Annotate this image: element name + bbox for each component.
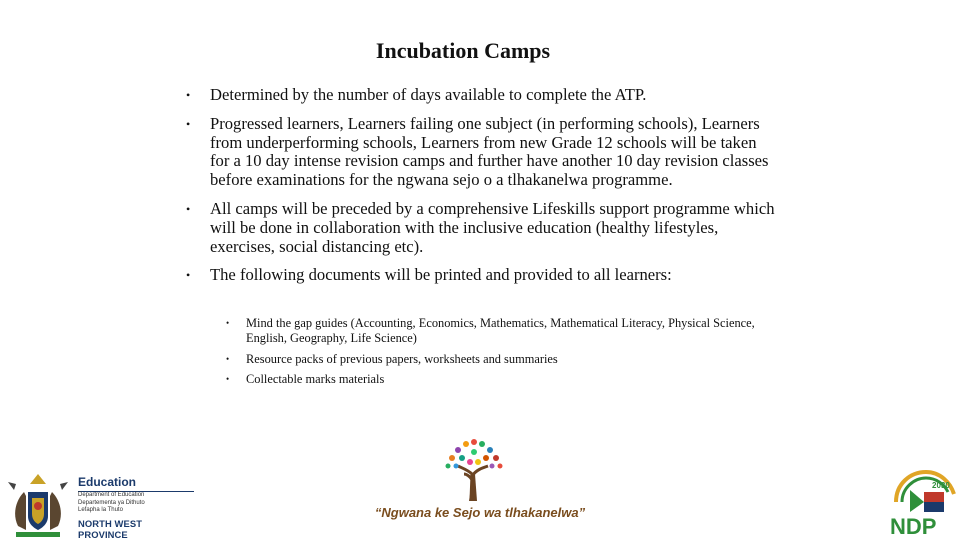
bullet-text: Determined by the number of days available to complete the ATP. <box>210 85 647 104</box>
coat-of-arms-icon <box>6 470 70 540</box>
bullet-list <box>186 86 776 295</box>
sub-bullet-text: Mind the gap guides (Accounting, Economics, Mathematics, Mathematical Literacy, Physical Science, English, Geography, Life Science) <box>246 316 755 345</box>
slogan: “Ngwana ke Sejo wa tlhakanelwa” <box>374 505 586 520</box>
bullet-text: Progressed learners, Learners failing one subject (in performing schools), Learners from underperforming schools, Learners from new Grade 12 schools will be taken for a 10 day intense revision camps and further have another 10 day revision classes before examinations for the ngwana sejo o a tlhakanelwa programme. <box>210 113 769 190</box>
department-province: NORTH WEST PROVINCE <box>78 517 143 540</box>
ndp-logo-icon <box>888 462 960 538</box>
sub-bullet-text: Collectable marks materials <box>246 372 385 387</box>
bullet-dot-icon: • <box>186 201 191 216</box>
department-logo <box>0 426 200 540</box>
bullet-dot-icon: • <box>226 353 230 364</box>
bullet-text: All camps will be preceded by a comprehensive Lifeskills support programme which will be done in collaboration with the inclusive education (healthy lifestyles, exercises, social distancing etc). <box>210 198 775 256</box>
department-line: Departementa ya Dithuto <box>78 499 145 506</box>
bullet-dot-icon: • <box>226 374 230 385</box>
sub-bullet-item <box>226 316 766 346</box>
ndp-year: 2030 <box>932 481 950 490</box>
ndp-label: NDP <box>890 514 937 538</box>
department-text <box>78 476 194 540</box>
bullet-dot-icon: • <box>186 116 191 131</box>
department-line: Department of Education <box>78 492 145 498</box>
sub-bullet-text: Resource packs of previous papers, worksheets and summaries <box>246 351 558 366</box>
bullet-item <box>186 200 776 256</box>
bullet-dot-icon: • <box>186 268 191 283</box>
sub-bullet-item <box>226 352 766 367</box>
bullet-item <box>186 86 776 105</box>
sub-bullet-item <box>226 372 766 387</box>
department-education: Education <box>78 476 194 492</box>
bullet-dot-icon: • <box>186 88 191 102</box>
sub-bullet-list <box>226 316 766 393</box>
department-line: Lefapha la Thuto <box>78 507 123 513</box>
bullet-item <box>186 115 776 190</box>
slide-title: Incubation Camps <box>375 38 551 63</box>
bullet-text: The following documents will be printed and provided to all learners: <box>210 265 672 285</box>
bullet-item <box>186 266 776 285</box>
bullet-dot-icon: • <box>226 318 230 328</box>
family-tree-icon <box>438 430 510 502</box>
